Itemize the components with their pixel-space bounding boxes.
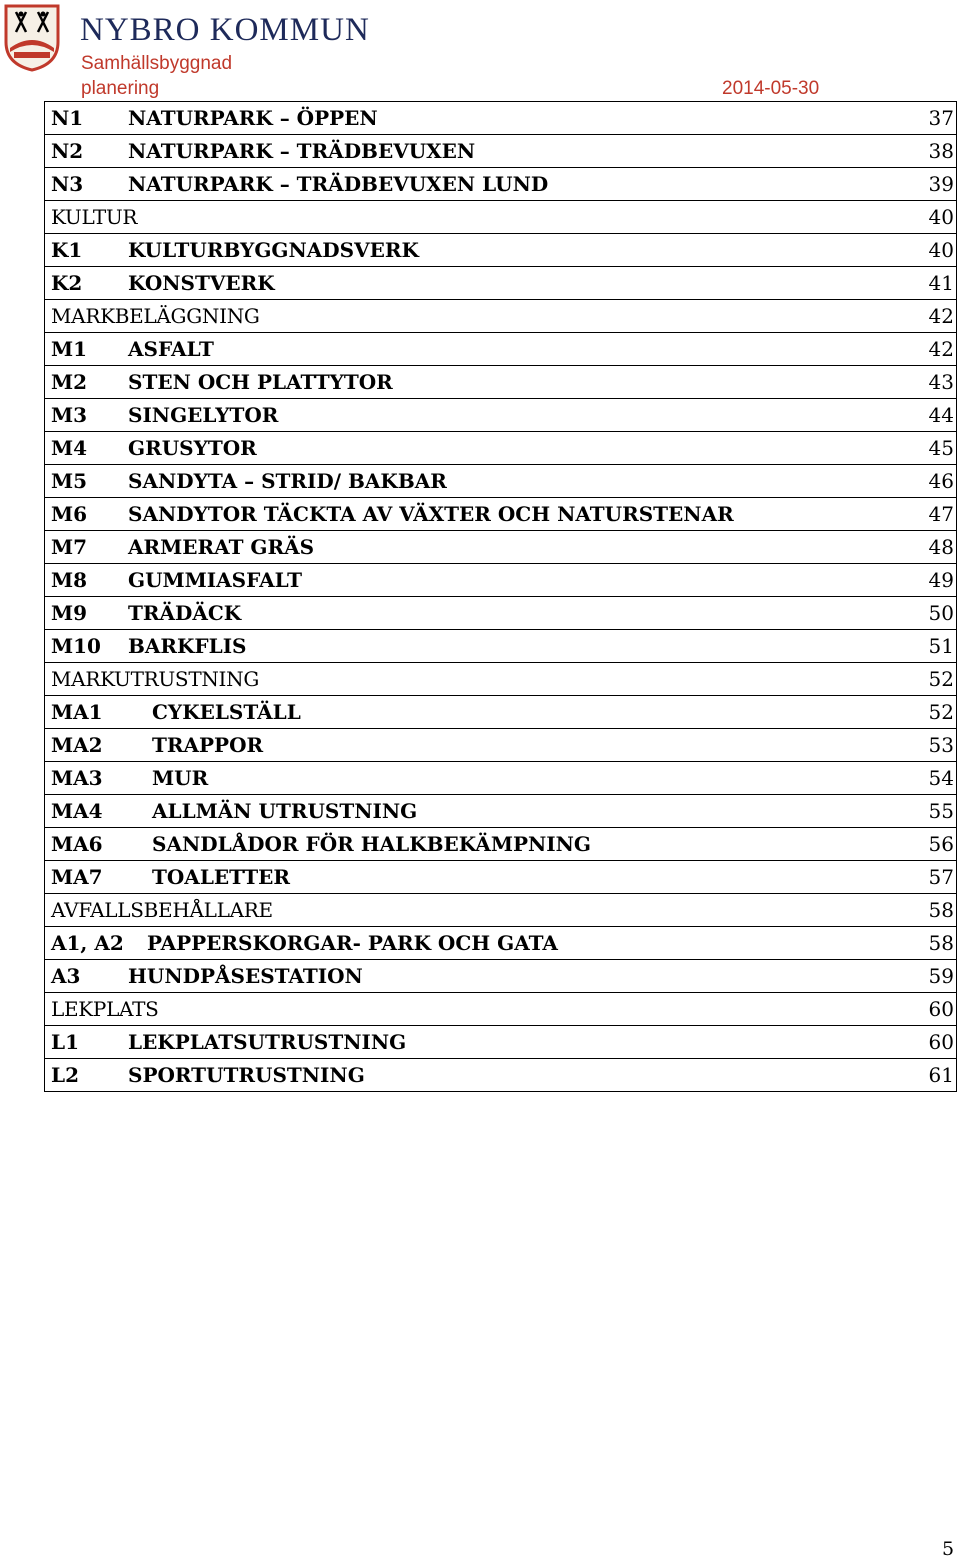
toc-entry-label: TRAPPOR <box>152 733 264 757</box>
toc-entry-label: LEKPLATS <box>51 997 159 1021</box>
toc-entry <box>45 102 957 135</box>
toc-entry-code: M8 <box>51 568 88 592</box>
toc-entry-code: M7 <box>51 535 88 559</box>
page-header <box>0 0 960 100</box>
toc-entry-title-cell <box>45 861 897 894</box>
toc-entry-code: M5 <box>51 469 88 493</box>
toc-section-heading <box>45 201 957 234</box>
toc-entry-label: ARMERAT GRÄS <box>128 535 315 559</box>
toc-entry-label: SANDYTOR TÄCKTA AV VÄXTER OCH NATURSTENAR <box>128 502 734 526</box>
toc-entry-code: K1 <box>51 238 83 262</box>
toc-entry-code: M4 <box>51 436 88 460</box>
toc-entry-label: CYKELSTÄLL <box>152 700 301 724</box>
toc-entry <box>45 960 957 993</box>
toc-entry-title-cell <box>45 135 897 168</box>
toc-entry <box>45 267 957 300</box>
toc-entry-title-cell <box>45 597 897 630</box>
toc-entry <box>45 729 957 762</box>
toc-entry-page: 40 <box>896 234 957 267</box>
toc-entry-title-cell <box>45 1026 897 1059</box>
toc-entry-title-cell <box>45 663 897 696</box>
toc-entry-label: PAPPERSKORGAR- PARK OCH GATA <box>147 931 558 955</box>
toc-entry-page: 58 <box>896 894 957 927</box>
toc-entry-page: 52 <box>896 663 957 696</box>
toc-entry-label: LEKPLATSUTRUSTNING <box>128 1030 407 1054</box>
toc-entry-title-cell <box>45 498 897 531</box>
toc-entry <box>45 1026 957 1059</box>
department-line-1: Samhällsbyggnad <box>81 53 233 74</box>
toc-entry-page: 40 <box>896 201 957 234</box>
toc-entry-code: MA4 <box>51 799 103 823</box>
toc-entry-label: SANDYTA – STRID/ BAKBAR <box>128 469 447 493</box>
toc-entry-label: NATURPARK – TRÄDBEVUXEN LUND <box>128 172 549 196</box>
toc-entry-page: 37 <box>896 102 957 135</box>
toc-entry-page: 54 <box>896 762 957 795</box>
toc-entry-page: 60 <box>896 993 957 1026</box>
toc-entry-title-cell <box>45 102 897 135</box>
toc-entry-title-cell <box>45 993 897 1026</box>
toc-entry-title-cell <box>45 168 897 201</box>
toc-entry-page: 60 <box>896 1026 957 1059</box>
toc-entry-label: GRUSYTOR <box>128 436 257 460</box>
toc-entry-title-cell <box>45 1059 897 1092</box>
toc-entry-label: MUR <box>152 766 209 790</box>
department-line-2: planering <box>81 78 160 99</box>
toc-entry <box>45 630 957 663</box>
toc-entry-page: 56 <box>896 828 957 861</box>
toc-entry-title-cell <box>45 828 897 861</box>
toc-entry-title-cell <box>45 267 897 300</box>
municipal-crest-icon <box>2 2 62 72</box>
toc-entry <box>45 696 957 729</box>
toc-entry-title-cell <box>45 234 897 267</box>
toc-entry-label: SANDLÅDOR FÖR HALKBEKÄMPNING <box>152 832 591 856</box>
toc-entry <box>45 564 957 597</box>
toc-section-heading <box>45 993 957 1026</box>
toc-entry-page: 51 <box>896 630 957 663</box>
toc-entry-page: 45 <box>896 432 957 465</box>
toc-entry-code: MA6 <box>51 832 103 856</box>
toc-entry-title-cell <box>45 696 897 729</box>
toc-entry-label: SPORTUTRUSTNING <box>128 1063 365 1087</box>
toc-entry-page: 52 <box>896 696 957 729</box>
toc-entry-label: BARKFLIS <box>128 634 247 658</box>
toc-entry <box>45 597 957 630</box>
toc-entry-code: M6 <box>51 502 88 526</box>
toc-entry-label: MARKBELÄGGNING <box>51 304 260 328</box>
toc-entry-code: A1, A2 <box>51 931 124 955</box>
toc-entry <box>45 333 957 366</box>
toc-entry-label: GUMMIASFALT <box>128 568 302 592</box>
toc-entry <box>45 531 957 564</box>
toc-entry-code: M2 <box>51 370 88 394</box>
toc-section-heading <box>45 300 957 333</box>
table-of-contents <box>44 101 957 1092</box>
toc-entry-page: 57 <box>896 861 957 894</box>
toc-entry-page: 49 <box>896 564 957 597</box>
toc-entry-page: 61 <box>896 1059 957 1092</box>
toc-entry <box>45 399 957 432</box>
toc-entry-code: MA3 <box>51 766 103 790</box>
toc-entry <box>45 861 957 894</box>
toc-entry-page: 44 <box>896 399 957 432</box>
toc-entry-page: 58 <box>896 927 957 960</box>
toc-entry <box>45 828 957 861</box>
toc-entry-code: MA1 <box>51 700 103 724</box>
toc-entry-label: KULTUR <box>51 205 138 229</box>
toc-entry-label: HUNDPÅSESTATION <box>128 964 363 988</box>
toc-entry-code: K2 <box>51 271 83 295</box>
toc-entry-code: MA2 <box>51 733 103 757</box>
toc-entry-page: 42 <box>896 333 957 366</box>
toc-entry-title-cell <box>45 762 897 795</box>
toc-entry-page: 46 <box>896 465 957 498</box>
toc-entry-code: N2 <box>51 139 84 163</box>
toc-entry-label: NATURPARK – ÖPPEN <box>128 106 378 130</box>
toc-entry-code: M9 <box>51 601 88 625</box>
toc-entry-label: KULTURBYGGNADSVERK <box>128 238 419 262</box>
toc-entry-title-cell <box>45 531 897 564</box>
toc-entry <box>45 135 957 168</box>
toc-entry-page: 50 <box>896 597 957 630</box>
toc-entry-page: 59 <box>896 960 957 993</box>
toc-entry-label: ASFALT <box>128 337 214 361</box>
toc-entry-label: AVFALLSBEHÅLLARE <box>51 898 273 922</box>
toc-entry-code: M3 <box>51 403 88 427</box>
page-number: 5 <box>942 1538 955 1560</box>
toc-entry-code: MA7 <box>51 865 103 889</box>
toc-entry <box>45 795 957 828</box>
toc-entry-title-cell <box>45 432 897 465</box>
toc-entry <box>45 432 957 465</box>
toc-entry-label: STEN OCH PLATTYTOR <box>128 370 393 394</box>
toc-entry-title-cell <box>45 960 897 993</box>
toc-entry-title-cell <box>45 630 897 663</box>
toc-entry-code: N1 <box>51 106 84 130</box>
toc-entry-title-cell <box>45 399 897 432</box>
toc-entry-code: A3 <box>51 964 81 988</box>
toc-entry-page: 55 <box>896 795 957 828</box>
toc-entry-label: KONSTVERK <box>128 271 275 295</box>
toc-entry-page: 53 <box>896 729 957 762</box>
toc-entry-title-cell <box>45 564 897 597</box>
toc-entry-page: 47 <box>896 498 957 531</box>
toc-entry-title-cell <box>45 465 897 498</box>
toc-entry-page: 42 <box>896 300 957 333</box>
toc-entry-page: 41 <box>896 267 957 300</box>
toc-entry-code: M10 <box>51 634 101 658</box>
toc-entry-code: L2 <box>51 1063 79 1087</box>
toc-entry-title-cell <box>45 795 897 828</box>
toc-entry-label: TRÄDÄCK <box>128 601 242 625</box>
toc-entry-code: L1 <box>51 1030 79 1054</box>
toc-entry <box>45 498 957 531</box>
toc-entry <box>45 465 957 498</box>
toc-entry-label: SINGELYTOR <box>128 403 279 427</box>
toc-entry-title-cell <box>45 300 897 333</box>
toc-entry-title-cell <box>45 366 897 399</box>
toc-entry-page: 48 <box>896 531 957 564</box>
toc-entry-title-cell <box>45 729 897 762</box>
toc-entry-code: N3 <box>51 172 84 196</box>
toc-entry-title-cell <box>45 333 897 366</box>
toc-entry-title-cell <box>45 201 897 234</box>
toc-entry <box>45 366 957 399</box>
toc-entry-label: MARKUTRUSTNING <box>51 667 260 691</box>
organization-name: NYBRO KOMMUN <box>80 12 370 48</box>
toc-entry-label: TOALETTER <box>152 865 291 889</box>
toc-entry <box>45 1059 957 1092</box>
toc-entry <box>45 168 957 201</box>
toc-section-heading <box>45 663 957 696</box>
toc-entry <box>45 234 957 267</box>
toc-entry-page: 38 <box>896 135 957 168</box>
toc-entry-title-cell <box>45 927 897 960</box>
toc-entry-label: ALLMÄN UTRUSTNING <box>152 799 418 823</box>
toc-entry-page: 43 <box>896 366 957 399</box>
toc-entry <box>45 762 957 795</box>
toc-entry-code: M1 <box>51 337 88 361</box>
toc-entry-title-cell <box>45 894 897 927</box>
toc-entry <box>45 927 957 960</box>
toc-entry-label: NATURPARK – TRÄDBEVUXEN <box>128 139 476 163</box>
toc-section-heading <box>45 894 957 927</box>
document-date: 2014-05-30 <box>722 78 820 99</box>
toc-entry-page: 39 <box>896 168 957 201</box>
